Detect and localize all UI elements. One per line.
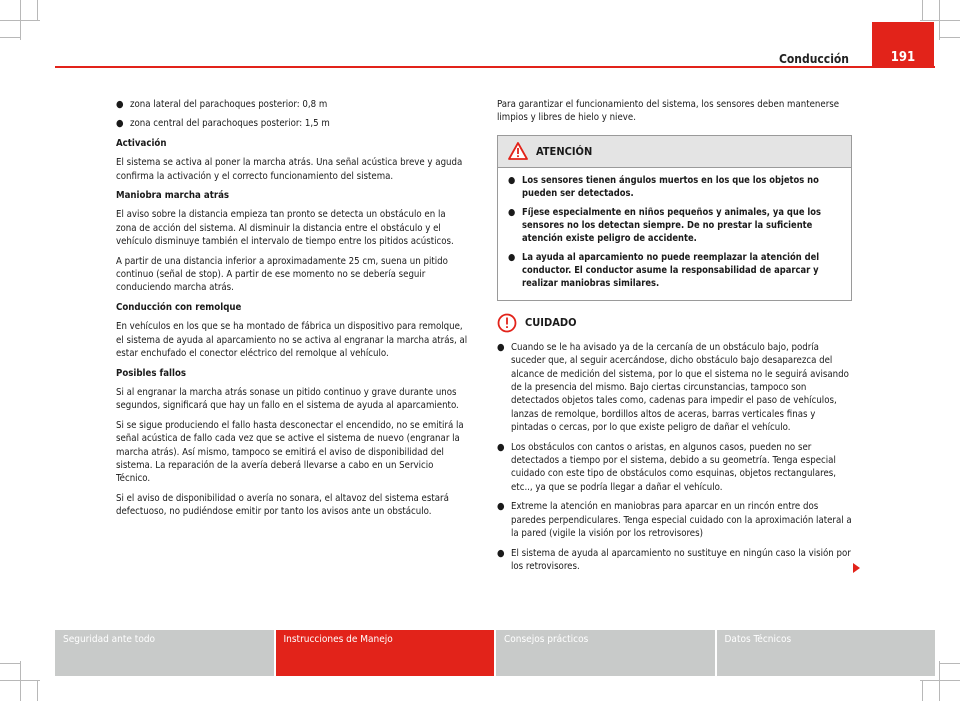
footer-tab-seguridad[interactable]: Seguridad ante todo (55, 630, 276, 676)
bullet-icon: ● (497, 341, 505, 353)
warning-title: ATENCIÓN (536, 144, 593, 158)
list-item: ● Los sensores tienen ángulos muertos en los que los objetos no pueden ser detectados. (508, 174, 819, 199)
crop-mark (920, 680, 960, 681)
crop-mark (922, 681, 923, 701)
section-heading: Posibles fallos (116, 367, 187, 379)
crop-mark (20, 0, 21, 40)
page-number: 191 (872, 22, 934, 68)
bullet-icon: ● (116, 99, 124, 110)
intro-paragraph: Para garantizar el funcionamiento del sistema, los sensores deben mantenerse limpios y libres de hielo y nieve. (497, 99, 840, 124)
warning-triangle-icon (508, 142, 528, 160)
crop-mark (940, 663, 960, 664)
caution-title: CUIDADO (525, 316, 577, 330)
list-item: ● El sistema de ayuda al aparcamiento no sustituye en ningún caso la visión por los retrovisores. (497, 547, 852, 574)
section-heading: Activación (116, 137, 167, 149)
warning-body (498, 168, 851, 300)
paragraph: En vehículos en los que se ha montado de fábrica un dispositivo para remolque, el sistema de ayuda al aparcamiento no se activa al engranar la marcha atrás, al estar enchufado el conector eléctrico del remolque al vehículo. (116, 321, 468, 360)
bullet-icon: ● (497, 441, 505, 453)
section-heading: Conducción con remolque (116, 301, 242, 313)
page-title: Conducción (778, 52, 849, 66)
list-item: ● Los obstáculos con cantos o aristas, en algunos casos, pueden no ser detectados a tiempo por el sistema, debido a su geometría. Tenga especial cuidado con este tipo de obstáculos como esquinas, objetos rectangulares, etc.., ya que se podría llegar a dañar el vehículo. (497, 441, 837, 493)
caution-header (497, 313, 852, 333)
list-item: ● Fíjese especialmente en niños pequeños y animales, ya que los sensores no los detectan siempre. De no prestar la suficiente atención existe peligro de accidente. (508, 206, 821, 244)
caution-exclamation-icon (497, 313, 517, 333)
paragraph: Si se sigue produciendo el fallo hasta desconectar el encendido, no se emitirá la señal acústica de fallo cada vez que se active el sistema de nuevo (engranar la marcha atrás). Así mismo, tampoco se emitirá el aviso de disponibilidad del sistema. La reparación de la avería deberá llevarse a cabo en un Servicio Técnico. (116, 419, 464, 485)
paragraph: El sistema se activa al poner la marcha atrás. Una señal acústica breve y aguda confirma la activación y el correcto funcionamiento del sistema. (116, 157, 463, 182)
crop-mark (0, 37, 20, 38)
footer-tab-instrucciones[interactable]: Instrucciones de Manejo (276, 630, 497, 676)
crop-mark (922, 0, 923, 20)
bullet-icon: ● (497, 501, 505, 513)
crop-mark (939, 661, 940, 701)
paragraph: Si al engranar la marcha atrás sonase un pitido continuo y grave durante unos segundos, significará que hay un fallo en el sistema de ayuda al aparcamiento. (116, 386, 459, 412)
header-rule (55, 66, 935, 68)
bullet-icon: ● (508, 174, 516, 186)
left-column (116, 98, 468, 525)
section-heading: Maniobra marcha atrás (116, 190, 230, 202)
continue-arrow-icon (853, 563, 860, 573)
list-item: ● Cuando se le ha avisado ya de la cercanía de un obstáculo bajo, podría suceder que, al seguir acercándose, dicho obstáculo bajo desaparezca del alcance de medición del sistema, por lo que el sistema no le seguirá avisando de la presencia del mismo. Bajo ciertas circunstancias, tampoco son detectados objetos tales como, cadenas para impedir el paso de vehículos, lanzas de remolque, bordillos altos de aceras, barras verticales finas y pintadas o cercas, por lo que existe peligro de dañar el vehículo. (497, 341, 849, 434)
paragraph: Si el aviso de disponibilidad o avería no sonara, el altavoz del sistema estará defectuoso, no pudiéndose emitir por tanto los avisos ante un obstáculo. (116, 492, 449, 518)
bullet-icon: ● (116, 118, 124, 130)
list-item: ● La ayuda al aparcamiento no puede reemplazar la atención del conductor. El conductor asume la responsabilidad de aparcar y realizar maniobras similares. (508, 251, 820, 289)
crop-mark (939, 0, 940, 40)
footer-tab-datos[interactable]: Datos Técnicos (717, 630, 936, 676)
list-item: ● Extreme la atención en maniobras para aparcar en un rincón entre dos paredes perpendiculares. Tenga especial cuidado con la aproximación lateral a la pared (vigile la visión por los retrovisores) (497, 501, 852, 540)
footer-tab-consejos[interactable]: Consejos prácticos (496, 630, 717, 676)
warning-box (497, 135, 852, 301)
paragraph: El aviso sobre la distancia empieza tan pronto se detecta un obstáculo en la zona de acción del sistema. Al disminuir la distancia entre el obstáculo y el vehículo disminuye también el intervalo de tiempo entre los pitidos acústicos. (116, 209, 454, 248)
list-item: ● zona lateral del parachoques posterior: 0,8 m (116, 99, 328, 110)
crop-mark (20, 661, 21, 701)
crop-mark (0, 663, 20, 664)
bullet-icon: ● (497, 547, 505, 559)
footer-nav (55, 630, 935, 676)
crop-mark (920, 20, 960, 21)
list-item: ● zona central del parachoques posterior: 1,5 m (116, 118, 330, 130)
paragraph: A partir de una distancia inferior a aproximadamente 25 cm, suena un pitido continuo (señal de stop). A partir de ese momento no se debería seguir conduciendo marcha atrás. (116, 255, 448, 294)
bullet-icon: ● (508, 206, 516, 218)
right-column (497, 98, 852, 579)
crop-mark (37, 681, 38, 701)
crop-mark (37, 0, 38, 20)
warning-header (498, 136, 851, 168)
crop-mark (940, 37, 960, 38)
bullet-icon: ● (508, 251, 516, 263)
